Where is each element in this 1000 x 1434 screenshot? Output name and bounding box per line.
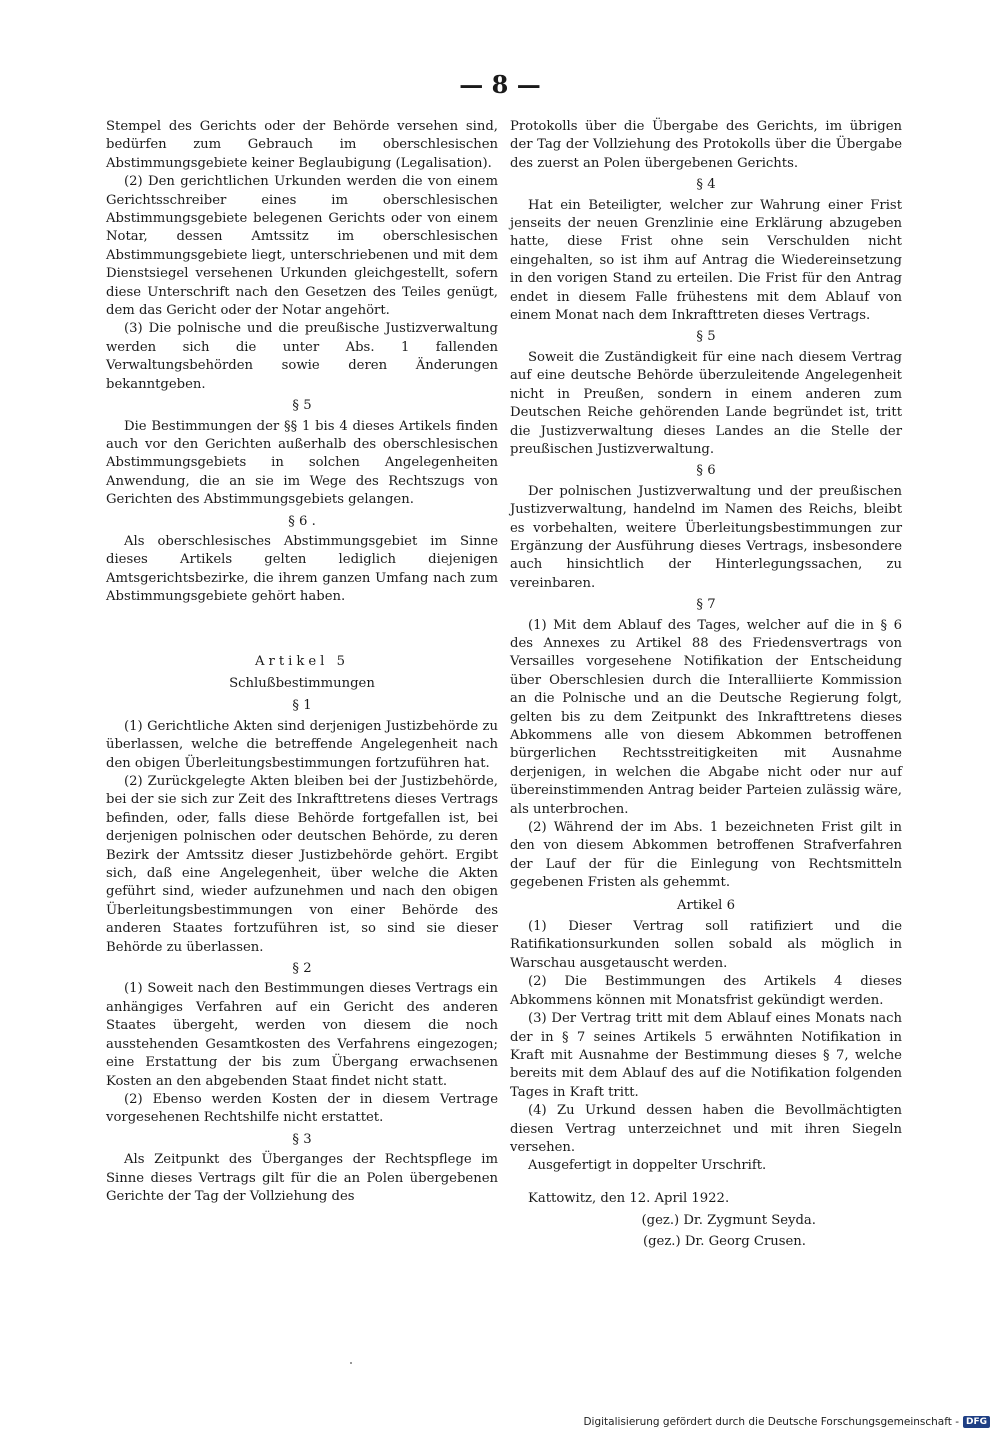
article-heading: Artikel 5 — [255, 653, 349, 669]
page-number: — 8 — — [459, 70, 541, 99]
paragraph: (2) Während der im Abs. 1 bezeichneten Frist gilt in den von diesem Abkommen betroffenen Strafverfahren der Lauf der für die Einlegung von Rechtsmitteln gegebenen Fristen als gehemmt. — [510, 820, 902, 891]
paragraph: (3) Die polnische und die preußische Justizverwaltung werden sich die unter Abs. 1 fallenden Verwaltungsbehörden sowie deren Änderungen bekanntgeben. — [106, 321, 498, 392]
paragraph: (3) Der Vertrag tritt mit dem Ablauf eines Monats nach der in § 7 seines Artikels 5 erwähnten Notifikation in Kraft mit Ausnahme der Bestimmung dieses § 7, welche bereits mit dem Ablauf des auf die Notifikation folgenden Tages in Kraft tritt. — [510, 1011, 902, 1100]
section-heading: § 4 — [696, 177, 716, 193]
paragraph: Als Zeitpunkt des Überganges der Rechtspflege im Sinne dieses Vertrags gilt für die an Polen übergebenen Gerichte der Tag der Vollziehung des — [106, 1152, 498, 1204]
executed-note: Ausgefertigt in doppelter Urschrift. — [528, 1158, 767, 1174]
paragraph: Als oberschlesisches Abstimmungsgebiet im Sinne dieses Artikels gelten lediglich diejenigen Amtsgerichtsbezirke, die ihrem ganzen Umfang nach zum Abstimmungsgebiete gehört haben. — [106, 533, 498, 605]
article-heading: Artikel 6 — [677, 897, 735, 913]
section-heading: § 7 — [696, 597, 716, 613]
section-heading: § 5 — [696, 329, 716, 345]
paragraph: (2) Ebenso werden Kosten der in diesem Vertrage vorgesehenen Rechtshilfe nicht erstattet. — [106, 1091, 498, 1126]
paragraph: (4) Zu Urkund dessen haben die Bevollmächtigten diesen Vertrag unterzeichnet und mit ihren Siegeln versehen. — [510, 1103, 902, 1155]
paragraph: (1) Gerichtliche Akten sind derjenigen Justizbehörde zu überlassen, welche die betreffende Angelegenheit nach den obigen Überleitungsbestimmungen fortzuführen hat. — [106, 718, 498, 771]
paragraph: (2) Die Bestimmungen des Artikels 4 dieses Abkommens können mit Monatsfrist gekündigt werden. — [510, 974, 902, 1008]
paragraph: Soweit die Zuständigkeit für eine nach diesem Vertrag auf eine deutsche Behörde überzuleitende Angelegenheit nicht in Preußen, sondern in einem anderen zum Deutschen Reiche gehörenden Lande begründet ist, tritt die Justizverwaltung dieses Landes an die Stelle der preußischen Justizverwaltung. — [510, 349, 902, 457]
paragraph: (2) Zurückgelegte Akten bleiben bei der Justizbehörde, bei der sie sich zur Zeit des Inkrafttretens dieses Vertrags befinden, oder, falls diese Behörde fortgefallen ist, bei derjenigen polnischen oder deutschen Behörde, zu deren Bezirk der Amtssitz dieser Justizbehörde gehört. Ergibt sich, daß eine Angelegenheit, über welche die Akten geführt sind, wieder aufzunehmen und nach den obigen Überleitungsbestimmungen von einer Behörde des anderen Staates fortzuführen ist, so sind sie dieser Behörde zu überlassen. — [106, 774, 498, 955]
section-heading: § 2 — [292, 961, 312, 977]
footer-text: Digitalisierung gefördert durch die Deutsche Forschungsgemeinschaft - — [583, 1416, 959, 1428]
section-heading: § 6 . — [288, 513, 316, 529]
left-column — [106, 118, 498, 1206]
signatory: (gez.) Dr. Zygmunt Seyda. — [641, 1213, 816, 1229]
section-heading: § 5 — [292, 398, 312, 414]
section-heading: § 6 — [696, 463, 716, 479]
footer — [583, 1416, 990, 1428]
paragraph: Hat ein Beteiligter, welcher zur Wahrung einer Frist jenseits der neuen Grenzlinie eine Erklärung abzugeben hatte, diese Frist ohne sein Verschulden nicht eingehalten, so ist ihm auf Antrag die Wiedereinsetzung in den vorigen Stand zu erteilen. Die Frist für den Antrag endet in diesem Falle frühestens mit dem Ablauf von einem Monat nach dem Inkrafttreten dieses Vertrags. — [510, 197, 902, 324]
paragraph: Der polnischen Justizverwaltung und der preußischen Justizverwaltung, handelnd im Namen des Reichs, bleibt es vorbehalten, weitere Überleitungsbestimmungen zur Ergänzung der Ausführung dieses Vertrags, insbesondere auch hinsichtlich der Hinterlegungssachen, zu vereinbaren. — [510, 483, 902, 591]
paragraph: (1) Dieser Vertrag soll ratifiziert und die Ratifikationsurkunden sollen sobald als möglich in Warschau ausgetauscht werden. — [510, 919, 902, 971]
paragraph: Stempel des Gerichts oder der Behörde versehen sind, bedürfen zum Gebrauch im oberschlesischen Abstimmungsgebiete keiner Beglaubigung (Legalisation). — [106, 119, 498, 171]
section-heading: § 3 — [292, 1131, 312, 1147]
article-subtitle: Schlußbestimmungen — [229, 675, 375, 691]
signatory: (gez.) Dr. Georg Crusen. — [642, 1233, 806, 1249]
dfg-logo: DFG — [963, 1416, 990, 1428]
paragraph: (2) Den gerichtlichen Urkunden werden die von einem Gerichtsschreiber eines im oberschlesischen Abstimmungsgebiete belegenen Gerichts oder von einem Notar, dessen Amtssitz im oberschlesischen Abstimmungsgebiete liegt, unterschriebenen und mit dem Dienstsiegel versehenen Urkunden gleichgestellt, sofern diese Unterschrift nach den Gesetzen des Teiles genügt, dem das Gericht oder der Notar angehört. — [106, 174, 498, 319]
section-heading: § 1 — [292, 698, 312, 714]
paragraph: (1) Soweit nach den Bestimmungen dieses Vertrags ein anhängiges Verfahren auf ein Gericht des anderen Staates übergeht, werden von diesem die noch ausstehenden Gesamtkosten des Verfahrens eingezogen; eine Erstattung der bis zum Übergang erwachsenen Kosten an den abgebenden Staat findet nicht statt. — [106, 981, 498, 1089]
paragraph: (1) Mit dem Ablauf des Tages, welcher auf die in § 6 des Annexes zu Artikel 88 des Friedensvertrags von Versailles vorgesehene Notifikation der Entscheidung über Oberschlesien durch die Interalliierte Kommission an die Polnische und an die Deutsche Regierung folgt, gelten bis zu dem Zeitpunkt des Inkrafttretens dieses Abkommens alle von diesem Abkommen betroffenen bürgerlichen Rechtsstreitigkeiten mit Ausnahme derjenigen, in welchen die Abgabe nicht oder nur auf übereinstimmenden Antrag beider Parteien zulässig wäre, als unterbrochen. — [510, 617, 902, 817]
right-column — [510, 118, 902, 1253]
print-speck — [350, 1362, 352, 1364]
paragraph: Protokolls über die Übergabe des Gerichts, im übrigen der Tag der Vollziehung des Protokolls über die Übergabe des zuerst an Polen übergebenen Gerichts. — [510, 119, 902, 171]
paragraph: Die Bestimmungen der §§ 1 bis 4 dieses Artikels finden auch vor den Gerichten außerhalb des oberschlesischen Abstimmungsgebiets in solchen Angelegenheiten Anwendung, die an sie im Wege des Rechtszugs von Gerichten des Abstimmungsgebiets gelangen. — [106, 418, 498, 508]
place-date: Kattowitz, den 12. April 1922. — [528, 1190, 730, 1206]
